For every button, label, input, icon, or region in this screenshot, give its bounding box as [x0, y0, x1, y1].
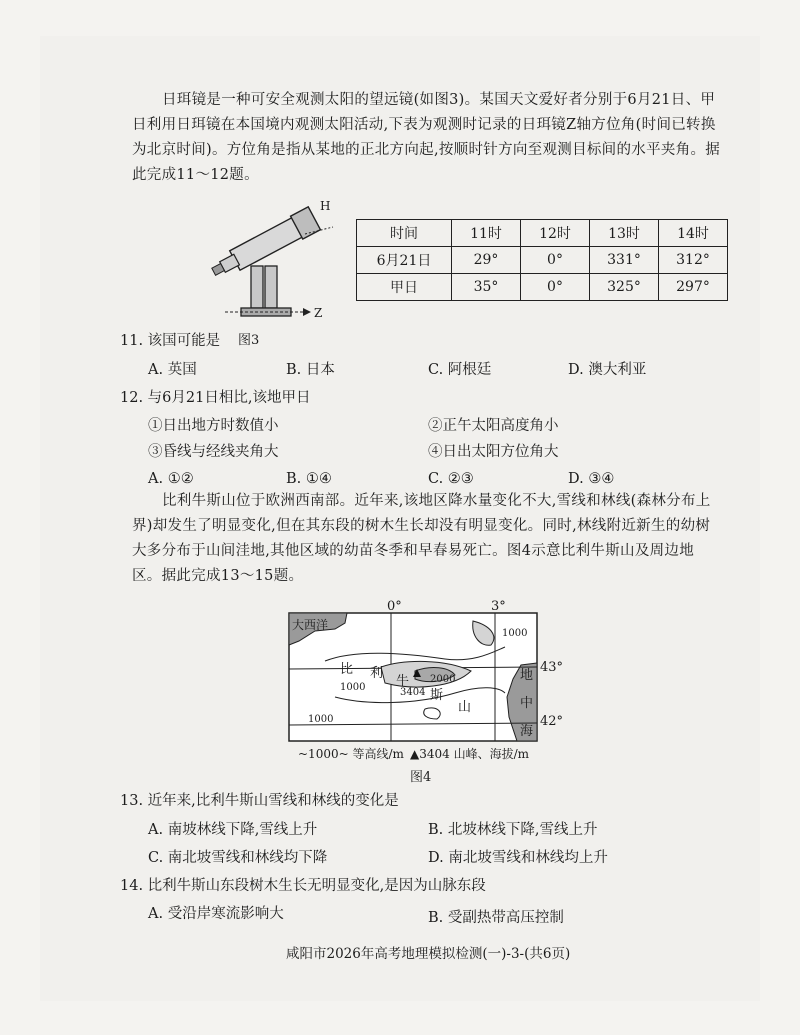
fig4-range-char-4: 斯: [430, 688, 444, 703]
table-header-cell: 14时: [659, 220, 728, 247]
page-footer: 咸阳市2026年高考地理模拟检测(一)-3-(共6页): [286, 946, 571, 962]
fig4-contour-label: 1000: [340, 682, 366, 693]
fig4-lat-42: 42°: [540, 714, 564, 729]
q12-item-3: ③昏线与经线夹角大: [148, 444, 279, 460]
table-header-cell: 时间: [357, 220, 452, 247]
table-row: [357, 274, 728, 301]
question-14-stem: 14. 比利牛斯山东段树木生长无明显变化,是因为山脉东段: [120, 878, 486, 894]
q11-option-b: B. 日本: [286, 362, 335, 378]
q11-option-c: C. 阿根廷: [428, 362, 492, 378]
table-cell: 35°: [452, 274, 521, 301]
fig4-contour-label: 2000: [430, 674, 456, 685]
fig4-range-char-3: 牛: [396, 674, 410, 689]
fig4-range-char-1: 比: [340, 662, 354, 677]
fig4-caption: 图4: [410, 770, 432, 785]
table-cell: 29°: [452, 247, 521, 274]
table-header-cell: 11时: [452, 220, 521, 247]
fig4-sea-char-3: 海: [520, 724, 534, 739]
fig4-lon-0: 0°: [387, 599, 402, 614]
table-cell: 6月21日: [357, 247, 452, 274]
fig4-peak-elevation: 3404: [400, 687, 426, 698]
fig3-axis-h-label: H: [320, 199, 331, 213]
table-row: [357, 247, 728, 274]
fig4-sea-char-1: 地: [520, 668, 534, 683]
table-header-row: [357, 220, 728, 247]
intro-passage-11-12: 日珥镜是一种可安全观测太阳的望远镜(如图3)。某国天文爱好者分别于6月21日、甲日利用日珥镜在本国境内观测太阳活动,下表为观测时记录的日珥镜Z轴方位角(时间已转换为北京时间)。方位角是指从某地的正北方向起,按顺时针方向至观测目标间的水平夹角。据此完成11～12题。: [132, 92, 721, 183]
question-11-stem: 11. 该国可能是: [120, 333, 221, 349]
q13-option-c: C. 南北坡雪线和林线均下降: [148, 850, 328, 866]
q12-option-b: B. ①④: [286, 471, 332, 487]
fig4-legend-contour: ~1000~ 等高线/m: [298, 747, 404, 761]
table-cell: 0°: [521, 247, 590, 274]
question-13-stem: 13. 近年来,比利牛斯山雪线和林线的变化是: [120, 793, 399, 809]
exam-page: [40, 36, 760, 1001]
fig4-sea-char-2: 中: [520, 696, 534, 711]
q11-option-a: A. 英国: [148, 362, 197, 378]
q11-option-d: D. 澳大利亚: [568, 362, 647, 378]
q12-item-1: ①日出地方时数值小: [148, 418, 279, 434]
q12-option-c: C. ②③: [428, 471, 474, 487]
q12-item-2: ②正午太阳高度角小: [428, 418, 559, 434]
q14-option-a: A. 受沿岸寒流影响大: [148, 906, 284, 922]
table-cell: 312°: [659, 247, 728, 274]
table-header-cell: 12时: [521, 220, 590, 247]
q12-option-d: D. ③④: [568, 471, 615, 487]
fig3-axis-z-label: Z: [314, 306, 323, 320]
table-header-cell: 13时: [590, 220, 659, 247]
fig4-range-char-5: 山: [458, 700, 472, 715]
fig3-caption: 图3: [238, 333, 260, 348]
q14-option-b: B. 受副热带高压控制: [428, 910, 564, 926]
table-cell: 甲日: [357, 274, 452, 301]
azimuth-observation-table: [356, 219, 728, 301]
fig4-legend-peak: ▲3404 山峰、海拔/m: [410, 747, 530, 761]
fig4-lon-3: 3°: [491, 599, 506, 614]
fig4-lat-43: 43°: [540, 660, 564, 675]
fig4-range-char-2: 利: [370, 666, 384, 681]
table-cell: 297°: [659, 274, 728, 301]
table-cell: 325°: [590, 274, 659, 301]
fig4-atlantic-label: 大西洋: [292, 618, 329, 632]
q12-item-4: ④日出太阳方位角大: [428, 444, 559, 460]
q12-option-a: A. ①②: [148, 471, 194, 487]
fig4-contour-label: 1000: [308, 714, 334, 725]
q13-option-a: A. 南坡林线下降,雪线上升: [148, 822, 318, 838]
question-12-stem: 12. 与6月21日相比,该地甲日: [120, 390, 311, 406]
q13-option-d: D. 南北坡雪线和林线均上升: [428, 850, 608, 866]
intro-passage-13-15: 比利牛斯山位于欧洲西南部。近年来,该地区降水量变化不大,雪线和林线(森林分布上界)却发生了明显变化,但在其东段的树木生长却没有明显变化。同时,林线附近新生的幼树大多分布于山间洼地,其他区域的幼苗冬季和早春易死亡。图4示意比利牛斯山及周边地区。据此完成13～15题。: [132, 493, 711, 584]
table-cell: 331°: [590, 247, 659, 274]
fig4-contour-label: 1000: [502, 628, 528, 639]
table-cell: 0°: [521, 274, 590, 301]
q13-option-b: B. 北坡林线下降,雪线上升: [428, 822, 598, 838]
